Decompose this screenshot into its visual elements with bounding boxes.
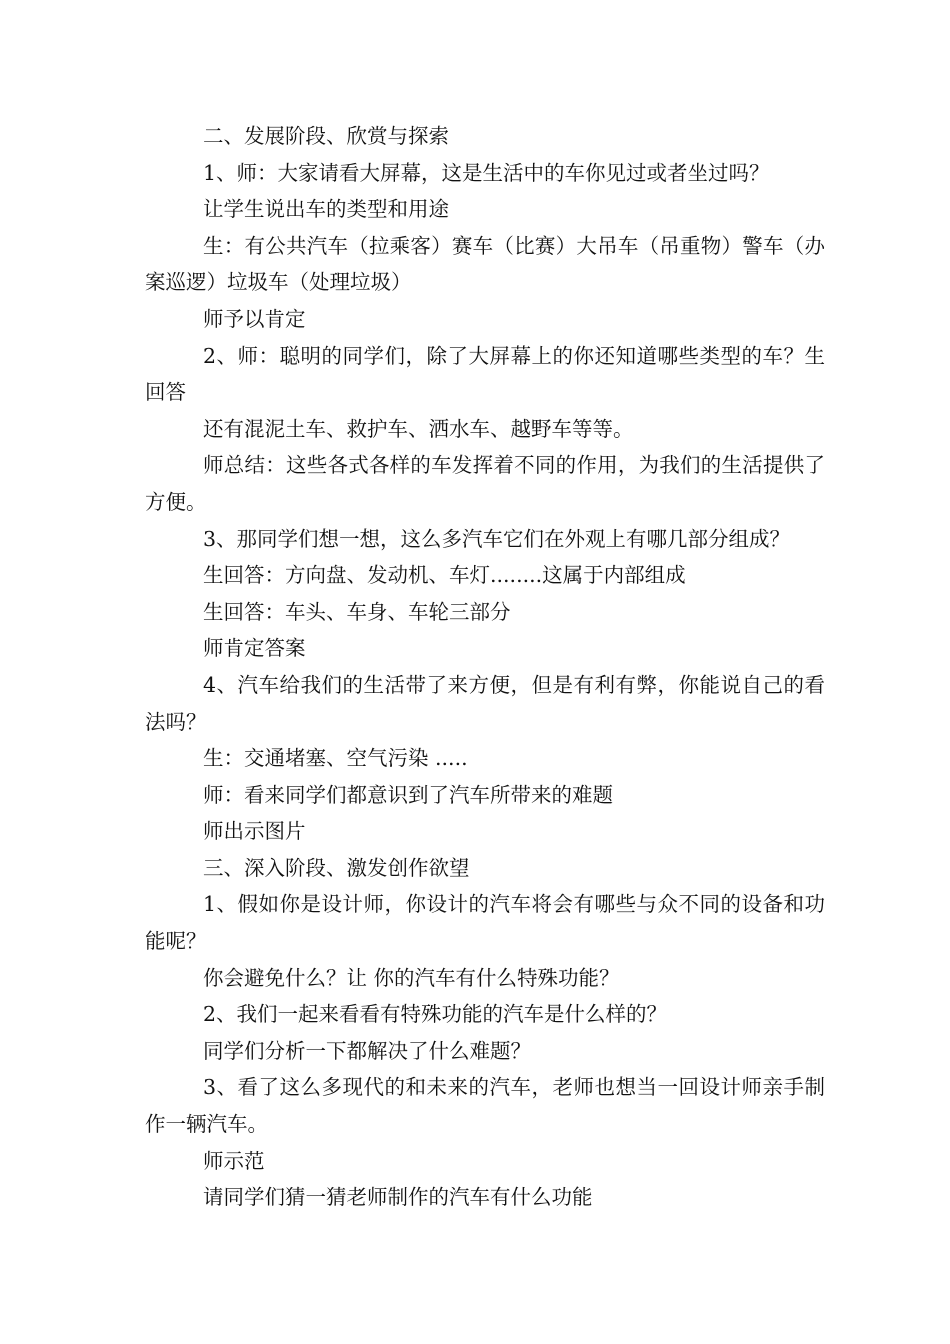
paragraph: 师出示图片	[203, 819, 306, 844]
paragraph: 师示范	[203, 1148, 265, 1173]
section-heading-deepening: 三、深入阶段、激发创作欲望	[203, 855, 470, 880]
paragraph: 1、师：大家请看大屏幕，这是生活中的车你见过或者坐过吗？	[203, 160, 770, 185]
paragraph: 3、那同学们想一想，这么多汽车它们在外观上有哪几部分组成？	[203, 526, 791, 551]
paragraph: 1、假如你是设计师，你设计的汽车将会有哪些与众不同的设备和功能呢？	[145, 892, 825, 954]
paragraph: 师总结：这些各式各样的车发挥着不同的作用，为我们的生活提供了方便。	[145, 453, 825, 514]
paragraph: 同学们分析一下都解决了什么难题？	[203, 1038, 531, 1063]
paragraph: 生：有公共汽车（拉乘客）赛车（比赛）大吊车（吊重物）警车（办案巡逻）垃圾车（处理垃圾）	[145, 233, 825, 295]
paragraph: 3、看了这么多现代的和未来的汽车，老师也想当一回设计师亲手制作一辆汽车。	[145, 1075, 825, 1137]
paragraph: 4、汽车给我们的生活带了来方便，但是有利有弊，你能说自己的看法吗？	[145, 672, 825, 734]
paragraph: 师肯定答案	[203, 636, 306, 661]
paragraph: 还有混泥土车、救护车、洒水车、越野车等等。	[203, 416, 634, 441]
paragraph: 2、师：聪明的同学们，除了大屏幕上的你还知道哪些类型的车？生回答	[145, 343, 825, 405]
document-body	[145, 118, 825, 1216]
paragraph: 让学生说出车的类型和用途	[203, 197, 449, 222]
section-heading-development: 二、发展阶段、欣赏与探索	[203, 124, 449, 148]
paragraph: 2、我们一起来看看有特殊功能的汽车是什么样的？	[203, 1002, 668, 1027]
paragraph: 师予以肯定	[203, 306, 306, 331]
paragraph: 师：看来同学们都意识到了汽车所带来的难题	[203, 782, 613, 807]
paragraph: 生回答：方向盘、发动机、车灯........这属于内部组成	[203, 563, 686, 588]
paragraph: 请同学们猜一猜老师制作的汽车有什么功能	[203, 1185, 593, 1210]
paragraph: 生：交通堵塞、空气污染 .....	[203, 746, 468, 771]
paragraph: 生回答：车头、车身、车轮三部分	[203, 599, 511, 624]
paragraph: 你会避免什么？让 你的汽车有什么特殊功能？	[203, 965, 620, 990]
